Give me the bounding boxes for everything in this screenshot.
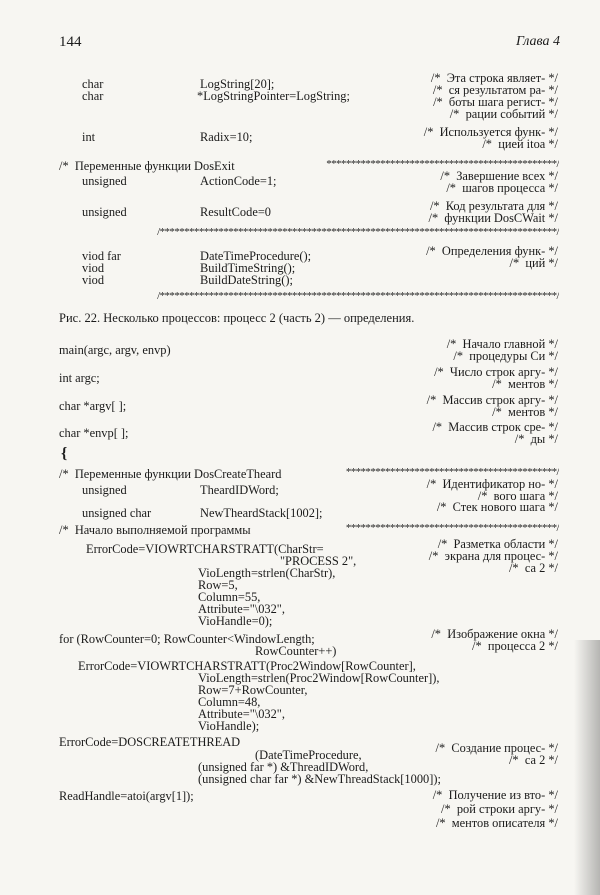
code-line: { [61,445,68,462]
code-line: char *envp[ ]; [59,426,129,440]
comment-separator: *******************************************/ [345,522,559,534]
comment-row: /* ментов описателя */ [435,816,558,830]
comment-row: /* са 2 */ [508,753,558,767]
page-edge-shadow [574,640,600,895]
code-line: RowCounter++) [255,644,337,658]
page-number: 144 [59,34,82,50]
comment-row: /* Стек нового шага */ [436,500,558,514]
comment-row: /* рой строки аргу- */ [441,802,558,816]
code-line: ErrorCode=VIOWRTCHARSTRATT(CharStr= [86,542,324,556]
code-line: LogString[20]; [200,77,275,91]
code-comment [394,538,558,574]
comment-row: /* Массив строк сре- */ [432,420,558,434]
code-line: ActionCode=1; [200,174,277,188]
code-line: /* Переменные функции DosExit [59,159,235,173]
comment-row: /* Число строк аргу- */ [434,365,558,379]
code-comment [394,72,558,120]
code-line: Radix=10; [200,130,253,144]
comment-row: /* экрана для процес- */ [428,549,558,563]
code-line: Row=7+RowCounter, [198,683,308,697]
figure-caption: Рис. 22. Несколько процессов: процесс 2 (часть 2) — определения. [59,311,415,325]
comment-row: /* боты шага регист- */ [433,95,558,109]
comment-separator: ***********************************************/ [326,158,559,170]
comment-row: /* Массив строк аргу- */ [426,393,558,407]
code-line: ResultCode=0 [200,205,272,219]
code-line: char *argv[ ]; [59,399,127,413]
comment-separator: *******************************************/ [345,466,559,478]
code-line: ErrorCode=DOSCREATETHREAD [59,735,241,749]
code-line: int [82,130,96,144]
code-line: Attribute="\032", [198,707,285,721]
code-comment [394,394,558,418]
code-line: for (RowCounter=0; RowCounter<WindowLength; [59,632,315,646]
code-line: int argc; [59,371,100,385]
comment-row: /* Определения функ- */ [426,244,558,258]
comment-row: /* процесса 2 */ [472,639,558,653]
code-line: (DateTimeProcedure, [255,748,362,762]
code-line: viod [82,261,105,275]
comment-row: /* цией itoa */ [482,137,558,151]
code-line: char [82,77,104,91]
comment-row: /* са 2 */ [508,561,558,575]
chapter-title: Глава 4 [516,34,560,49]
code-comment [394,628,558,652]
code-line: DateTimeProcedure(); [200,249,312,263]
code-comment [394,788,558,830]
comment-row: /* Получение из вто- */ [432,788,558,802]
comment-row: /* функции DosCWait */ [428,211,558,225]
comment-row: /* Используется функ- */ [423,125,558,139]
comment-row: /* ся результатом ра- */ [432,83,558,97]
code-line: BuildTimeString(); [200,261,296,275]
code-line: viod far [82,249,121,263]
code-comment [394,126,558,150]
code-comment [394,501,558,513]
code-line: TheardIDWord; [200,483,279,497]
code-line: BuildDateString(); [200,273,293,287]
code-line: char [82,89,104,103]
comment-row: /* Создание процес- */ [435,741,558,755]
code-comment [394,170,558,194]
comment-row: /* шагов процесса */ [446,181,558,195]
code-line: *LogStringPointer=LogString; [197,89,350,103]
comment-row: /* ментов */ [492,405,558,419]
code-line: NewTheardStack[1002]; [200,506,323,520]
comment-row: /* Эта строка являет- */ [430,71,558,85]
comment-row: /* Код результата для */ [429,199,558,213]
code-line: (unsigned char far *) &NewThreadStack[1000]); [198,772,441,786]
code-comment [394,366,558,390]
comment-row: /* ды */ [514,432,558,446]
code-line: unsigned [82,483,127,497]
comment-row: /* Идентификатор но- */ [426,477,558,491]
code-line: VioLength=strlen(Proc2Window[RowCounter]), [198,671,440,685]
code-line: viod [82,273,105,287]
code-line: VioLength=strlen(CharStr), [198,566,336,580]
code-comment [394,421,558,445]
code-line: VioHandle); [198,719,260,733]
comment-separator: /*********************************************************************************/ [157,290,559,302]
code-line: ReadHandle=atoi(argv[1]); [59,789,194,803]
comment-row: /* процедуры Си */ [453,349,558,363]
comment-row: /* вого шага */ [477,489,558,503]
comment-row: /* ментов */ [492,377,558,391]
code-line: "PROCESS 2", [280,554,357,568]
comment-row: /* Изображение окна */ [431,627,558,641]
code-line: /* Начало выполняемой программы [59,523,251,537]
comment-separator: /*********************************************************************************/ [157,226,559,238]
comment-row: /* ций */ [509,256,558,270]
code-line: VioHandle=0); [198,614,273,628]
code-line: Attribute="\032", [198,602,285,616]
code-line: /* Переменные функции DosCreateTheard [59,467,282,481]
code-comment [394,338,558,362]
code-comment [394,478,558,502]
code-line: ErrorCode=VIOWRTCHARSTRATT(Proc2Window[RowCounter], [78,659,416,673]
code-line: Column=55, [198,590,261,604]
code-line: (unsigned far *) &ThreadIDWord, [198,760,369,774]
code-line: unsigned [82,205,127,219]
code-line: unsigned [82,174,127,188]
code-line: unsigned char [82,506,152,520]
comment-row: /* Начало главной */ [446,337,558,351]
comment-row: /* Разметка области */ [437,537,558,551]
comment-row: /* Завершение всех */ [440,169,558,183]
code-line: Column=48, [198,695,261,709]
code-line: main(argc, argv, envp) [59,343,171,357]
code-comment [394,742,558,766]
code-line: Row=5, [198,578,238,592]
code-comment [394,200,558,224]
comment-row: /* рации событий */ [449,107,558,121]
code-comment [394,245,558,269]
